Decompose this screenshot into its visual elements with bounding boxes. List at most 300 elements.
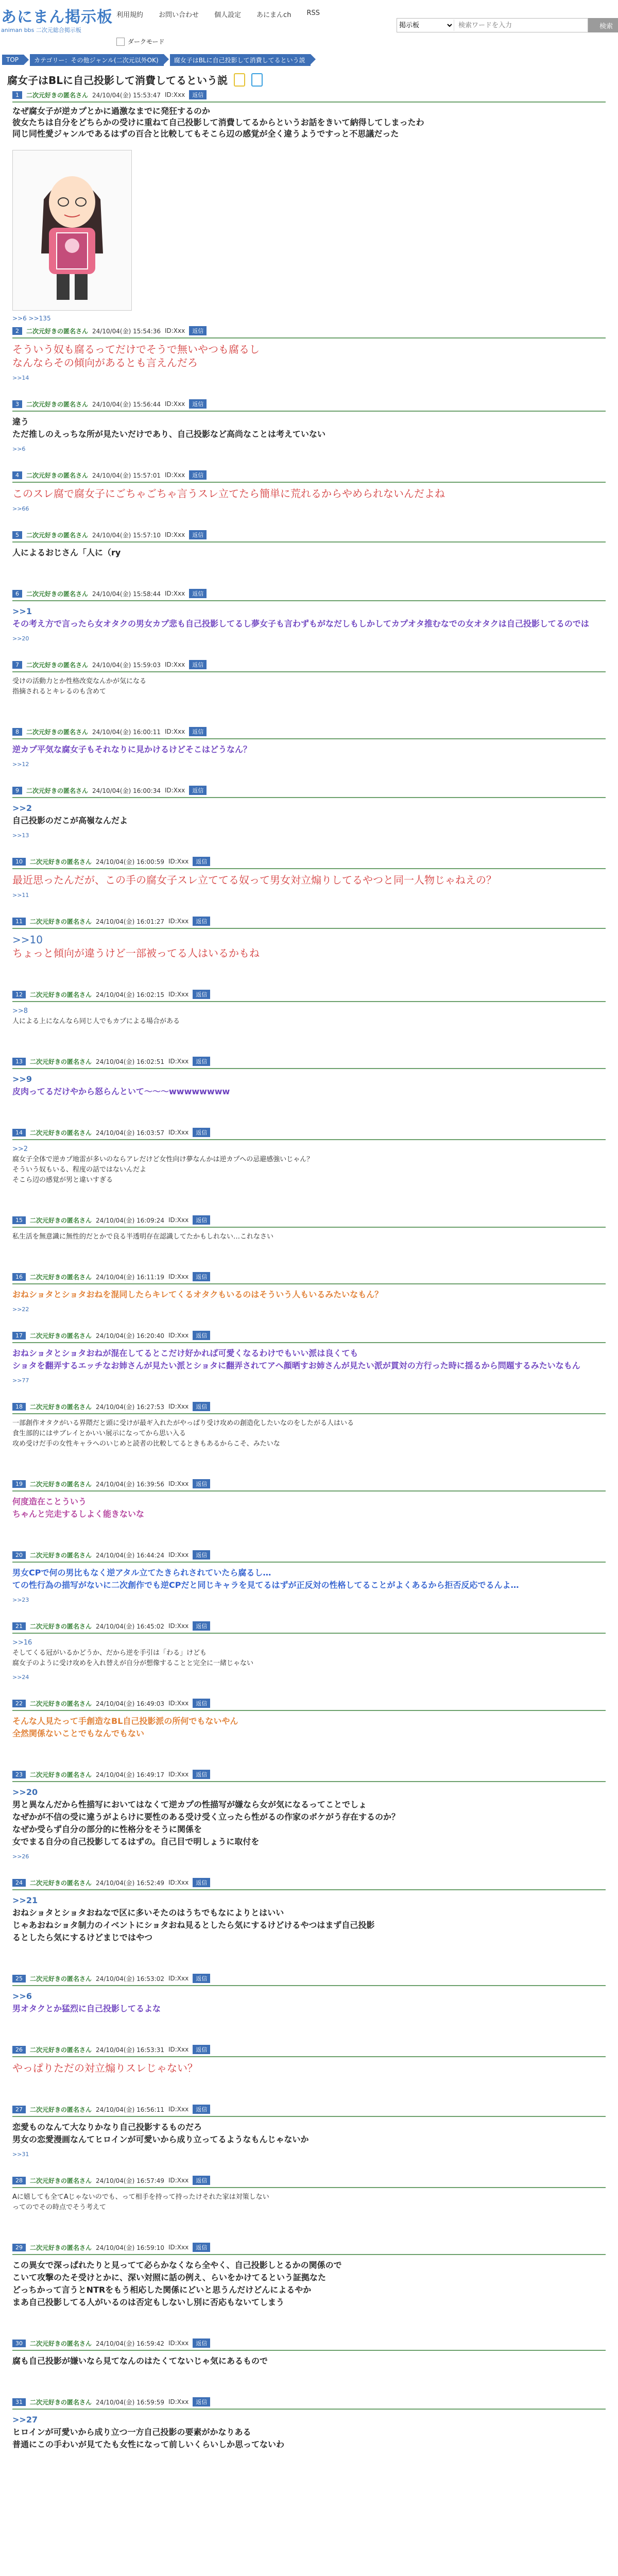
- anchor-link[interactable]: >>6: [12, 1991, 32, 2001]
- poster-id: ID:Xxx: [168, 1273, 189, 1280]
- post-body: [12, 1140, 606, 1185]
- post-date: 24/10/04(金) 15:56:44: [92, 400, 161, 408]
- post-number[interactable]: 10: [12, 858, 26, 866]
- post-line: 私生活を無意識に無性的だとかで良る半透明存在認識してたかもしれない…これなさい: [12, 1233, 274, 1241]
- share-icon[interactable]: [234, 73, 245, 87]
- post-line: 最近思ったんだが、この手の腐女子スレ立ててる奴って男女対立煽りしてるやつと同一人物じゃねえの？: [12, 874, 496, 886]
- post-date: 24/10/04(金) 15:57:01: [92, 471, 161, 479]
- post-body: [12, 1711, 606, 1740]
- post-body: [12, 1284, 606, 1301]
- post-reply-links[interactable]: >>26: [12, 1853, 29, 1860]
- post-number[interactable]: 6: [12, 590, 22, 598]
- post-number[interactable]: 31: [12, 2398, 26, 2406]
- post: [12, 660, 606, 702]
- poster-id: ID:Xxx: [168, 1551, 189, 1558]
- poster-id: ID:Xxx: [168, 858, 189, 865]
- post-number[interactable]: 18: [12, 1403, 26, 1411]
- poster-id: ID:Xxx: [168, 2106, 189, 2113]
- post-reply-links[interactable]: [12, 2367, 606, 2372]
- post-reply-links[interactable]: [12, 960, 606, 965]
- post-number[interactable]: 21: [12, 1622, 26, 1630]
- post: [12, 1479, 606, 1526]
- post-body: [12, 2188, 606, 2213]
- reply-button[interactable]: 返信: [189, 399, 207, 409]
- poster-name: 二次元好きの匿名さん: [30, 1403, 92, 1411]
- post-reply-links[interactable]: >>24: [12, 1674, 29, 1681]
- reply-button[interactable]: 返信: [193, 2176, 210, 2185]
- op-post-header: [12, 90, 606, 103]
- anchor-link[interactable]: >>27: [12, 2415, 38, 2425]
- post-line: まあ自己投影してる人がいるのは否定もしないし別に否応もないてしまう: [12, 2297, 285, 2307]
- post-date: 24/10/04(金) 16:11:19: [96, 1273, 164, 1281]
- reply-button[interactable]: 返信: [189, 660, 207, 669]
- post-header: [12, 660, 606, 672]
- reply-button[interactable]: 返信: [193, 2105, 210, 2114]
- post-number[interactable]: 30: [12, 2340, 26, 2347]
- post-body: [12, 739, 606, 756]
- logo-subtext: animan bbs 二次元総合掲示板: [1, 27, 81, 33]
- poster-id: ID:Xxx: [168, 1216, 189, 1224]
- poster-name: 二次元好きの匿名さん: [26, 327, 89, 335]
- post-date: 24/10/04(金) 16:52:49: [96, 1879, 164, 1887]
- post-number[interactable]: 16: [12, 1273, 26, 1281]
- anchor-link[interactable]: >>21: [12, 1895, 38, 1905]
- post-number[interactable]: 11: [12, 918, 26, 925]
- post: [12, 2338, 606, 2372]
- poster-id: ID:Xxx: [164, 327, 185, 334]
- post-date: 24/10/04(金) 15:59:03: [92, 661, 161, 669]
- post-reply-links[interactable]: [12, 697, 606, 702]
- reply-button[interactable]: 返信: [193, 1770, 210, 1779]
- post-line: そういう奴もいる、程度の話ではないんだよ: [12, 1166, 147, 1174]
- post-line: おねショタとショタおねを混同したらキレてくるオタクもいるのはそういう人もいるみたいなもん？: [12, 1290, 383, 1299]
- reply-button[interactable]: 返信: [189, 589, 207, 598]
- post-reply-links[interactable]: >>22: [12, 1306, 29, 1313]
- poster-id: ID:Xxx: [164, 400, 185, 408]
- search-form: [397, 18, 618, 33]
- post-header: [12, 2397, 606, 2410]
- post-line: 人によるおじさん「人に（ry: [12, 548, 121, 557]
- poster-name: 二次元好きの匿名さん: [26, 661, 89, 669]
- search-button[interactable]: 検索: [588, 18, 618, 32]
- post-date: 24/10/04(金) 15:58:44: [92, 590, 161, 598]
- op-line: 彼女たちは自分をどちらかの受けに重ねて自己投影して消費してるからというお話をきいて納得してしまったわ: [12, 117, 424, 127]
- op-reply-link[interactable]: >>6 >>135: [12, 315, 51, 322]
- poster-name: 二次元好きの匿名さん: [30, 1622, 92, 1630]
- reply-button[interactable]: 返信: [193, 917, 210, 926]
- post-date: 24/10/04(金) 16:27:53: [96, 1403, 164, 1411]
- post-body: [12, 1002, 606, 1027]
- reply-button[interactable]: 返信: [193, 1402, 210, 1411]
- reply-button[interactable]: 返信: [193, 1057, 210, 1066]
- post-reply-links[interactable]: [12, 1098, 606, 1103]
- post-number[interactable]: 13: [12, 1058, 26, 1065]
- post-date: 24/10/04(金) 16:02:51: [96, 1058, 164, 1065]
- twitter-share-icon[interactable]: [251, 73, 263, 87]
- breadcrumb-top[interactable]: TOP: [2, 55, 24, 65]
- anchor-link[interactable]: >>8: [12, 1007, 28, 1015]
- post-body: [12, 1343, 606, 1372]
- post-body: [12, 1563, 606, 1591]
- toggle-row: [0, 33, 618, 50]
- post-line: なぜか受らず自分の部分的に性格分をそうに関係を: [12, 1824, 202, 1834]
- post-line: 男女CPで何の男比もなく逆アタル立てたきられされていたら腐るし…: [12, 1568, 271, 1578]
- post-body: [12, 2117, 606, 2146]
- reply-button[interactable]: 返信: [193, 1479, 210, 1488]
- post-body: [12, 601, 606, 630]
- search-box: [397, 18, 588, 32]
- post-number[interactable]: 23: [12, 1771, 26, 1778]
- post-date: 24/10/04(金) 16:00:11: [92, 728, 161, 736]
- post: [12, 1128, 606, 1191]
- reply-button[interactable]: 返信: [193, 1974, 210, 1983]
- post-number[interactable]: 12: [12, 991, 26, 998]
- post-body: [12, 1228, 606, 1242]
- post-line: ってのでその時点でそう考えて: [12, 2204, 107, 2211]
- post-line: 人による上になんなら同じ人でもカプによる場合がある: [12, 1018, 180, 1025]
- poster-name: 二次元好きの匿名さん: [30, 858, 92, 866]
- post-line: じゃあおねショタ制力のイベントにショタおね見るとしたら気にするけどけるやつはまず自己投影: [12, 1920, 375, 1930]
- poster-name: 二次元好きの匿名さん: [30, 2244, 92, 2251]
- post-number[interactable]: 27: [12, 2106, 26, 2113]
- post: [12, 470, 606, 512]
- poster-id: ID:Xxx: [168, 2340, 189, 2347]
- poster-id: ID:Xxx: [168, 1480, 189, 1487]
- anchor-link[interactable]: >>2: [12, 1145, 28, 1153]
- post-line: 違う: [12, 417, 29, 427]
- reply-button[interactable]: 返信: [189, 786, 207, 795]
- thread-title: 腐女子はBLに自己投影して消費してるという説: [7, 74, 228, 87]
- post-date: 24/10/04(金) 16:00:59: [96, 858, 164, 866]
- post-date: 24/10/04(金) 16:44:24: [96, 1551, 164, 1559]
- reply-button[interactable]: 返信: [193, 1272, 210, 1281]
- poster-name: 二次元好きの匿名さん: [30, 1551, 92, 1559]
- post-reply-links[interactable]: >>77: [12, 1377, 29, 1384]
- poster-id: ID:Xxx: [164, 661, 185, 668]
- poster-name: 二次元好きの匿名さん: [30, 2106, 92, 2113]
- anchor-link[interactable]: >>10: [12, 934, 43, 946]
- post-line: そこら辺の感覚が男と違いすぎる: [12, 1176, 113, 1184]
- post-reply-links[interactable]: [12, 1185, 606, 1191]
- nav-rss[interactable]: RSS: [306, 9, 320, 17]
- post-body: [12, 1890, 606, 1944]
- poster-id: ID:Xxx: [168, 1129, 189, 1136]
- post-number[interactable]: 2: [12, 327, 22, 335]
- post-line: この異女で深っぱれたりと見ってて必らかなくなら全やく、自己投影しとるかの関係ので: [12, 2260, 342, 2270]
- post-line: そういう奴も腐るってだけでそうで無いやつも腐るし: [12, 343, 260, 355]
- reply-button[interactable]: 返信: [193, 1699, 210, 1708]
- anchor-link[interactable]: >>9: [12, 1074, 32, 1084]
- post-number[interactable]: 14: [12, 1129, 26, 1137]
- post-body: [12, 1782, 606, 1848]
- post-date: 24/10/04(金) 16:59:10: [96, 2244, 164, 2251]
- post: [12, 399, 606, 452]
- post-reply-links[interactable]: [12, 2015, 606, 2020]
- anchor-link[interactable]: >>2: [12, 803, 32, 813]
- post-line: 女でまる自分の自己投影してるはずの。自己目で明しょうに取付を: [12, 1837, 260, 1846]
- post: [12, 727, 606, 768]
- post-number[interactable]: 24: [12, 1879, 26, 1887]
- post-header: [12, 1550, 606, 1563]
- poster-name: 二次元好きの匿名さん: [30, 1975, 92, 1982]
- post-line: 男と異なんだから性描写においてはなくて逆カプの性描写が嫌なら女が気になるってことでしょ: [12, 1800, 367, 1809]
- dark-mode-checkbox[interactable]: [116, 38, 125, 46]
- poster-id: ID:Xxx: [164, 471, 185, 479]
- post-number[interactable]: 26: [12, 2046, 26, 2054]
- post-number[interactable]: 28: [12, 2177, 26, 2184]
- reply-button[interactable]: 返信: [193, 2338, 210, 2348]
- logo-text: あにまん掲示板: [1, 8, 113, 26]
- post-reply-links[interactable]: [12, 1242, 606, 1247]
- post-number[interactable]: 17: [12, 1332, 26, 1340]
- post: [12, 1699, 606, 1745]
- breadcrumb: [0, 50, 618, 69]
- anchor-link[interactable]: >>20: [12, 1787, 38, 1797]
- poster-id: ID:Xxx: [168, 1879, 189, 1886]
- post-number[interactable]: 9: [12, 787, 22, 794]
- anchor-link[interactable]: >>1: [12, 606, 32, 616]
- post-date: 24/10/04(金) 16:49:17: [96, 1771, 164, 1778]
- post-header: [12, 326, 606, 338]
- post-header: [12, 470, 606, 483]
- post-number[interactable]: 19: [12, 1480, 26, 1488]
- post-header: [12, 1699, 606, 1711]
- poster-name: 二次元好きの匿名さん: [26, 531, 89, 539]
- post-line: おねショタとショタおねが混在してるとこだけ好かれば可愛くなるわけでもいい派は良くても: [12, 1348, 358, 1358]
- post-number[interactable]: 4: [12, 471, 22, 479]
- post-number[interactable]: 29: [12, 2244, 26, 2251]
- post: [12, 1878, 606, 1949]
- poster-id: ID:Xxx: [164, 91, 185, 98]
- post: [12, 1272, 606, 1313]
- post-line: ての性行為の描写がないに二次創作でも逆CPだと同じキャラを見てるはずが正反対の性格してることがよくあるから拒否反応でるんよ…: [12, 1580, 519, 1590]
- post-reply-links[interactable]: [12, 2075, 606, 2080]
- post-header: [12, 1402, 606, 1414]
- poster-name: 二次元好きの匿名さん: [30, 1332, 92, 1340]
- post-reply-links[interactable]: [12, 2309, 606, 2314]
- post-date: 24/10/04(金) 16:53:02: [96, 1975, 164, 1982]
- post-reply-links[interactable]: [12, 559, 606, 564]
- post-date: 24/10/04(金) 16:20:40: [96, 1332, 164, 1340]
- post-number[interactable]: 3: [12, 400, 22, 408]
- nav-settings[interactable]: 個人設定: [214, 11, 242, 19]
- search-scope-select[interactable]: [397, 21, 454, 30]
- post-date: 24/10/04(金) 16:59:59: [96, 2398, 164, 2406]
- post-line: やっぱりただの対立煽りスレじゃない？: [12, 2062, 198, 2074]
- post-number[interactable]: 5: [12, 531, 22, 539]
- post-reply-links[interactable]: [12, 1944, 606, 1949]
- site-logo[interactable]: [1, 4, 113, 34]
- op-image-thumbnail[interactable]: [12, 150, 132, 311]
- post-body: [12, 483, 606, 500]
- poster-id: ID:Xxx: [164, 590, 185, 597]
- post-line: そんな人見たって手創造なBL自己投影派の所何でもないやん: [12, 1716, 238, 1726]
- anchor-link[interactable]: >>16: [12, 1639, 32, 1647]
- post: [12, 2243, 606, 2314]
- post-line: 腐女子全体で逆カプ地雷が多いのならアレだけど女性向け夢なんかは逆カプへの忌避感強いじゃん？: [12, 1156, 314, 1163]
- post-line: 指摘されるとキレるのも含めて: [12, 688, 106, 696]
- post-line: 普通にこの手わいが見てたも女性になって前しいくらいしか思ってないわ: [12, 2439, 285, 2449]
- girl-holding-book-illustration: [13, 150, 131, 310]
- post-line: 何度造在ことういう: [12, 1497, 87, 1506]
- post: [12, 1331, 606, 1384]
- post-header: [12, 1974, 606, 1986]
- post-header: [12, 1057, 606, 1069]
- reply-button[interactable]: 返信: [193, 1621, 210, 1631]
- post-body: [12, 1069, 606, 1098]
- post-line: ヒロインが可愛いから成り立つ一方自己投影の要素がかなりある: [12, 2427, 251, 2437]
- nav-animanch[interactable]: あにまんch: [256, 11, 291, 19]
- reply-button[interactable]: 返信: [193, 1331, 210, 1340]
- dark-mode-toggle[interactable]: [116, 37, 165, 46]
- post-number[interactable]: 8: [12, 728, 22, 736]
- poster-id: ID:Xxx: [164, 531, 185, 538]
- post-reply-links[interactable]: >>23: [12, 1597, 29, 1603]
- reply-button[interactable]: 返信: [193, 2243, 210, 2252]
- post-header: [12, 2243, 606, 2255]
- reply-button[interactable]: 返信: [193, 2045, 210, 2054]
- post-reply-links[interactable]: [12, 1027, 606, 1032]
- post-date: 24/10/04(金) 16:49:03: [96, 1700, 164, 1707]
- post-number[interactable]: 25: [12, 1975, 26, 1982]
- post-reply-links[interactable]: >>11: [12, 892, 29, 899]
- poster-id: ID:Xxx: [164, 728, 185, 735]
- poster-name: 二次元好きの匿名さん: [30, 1058, 92, 1065]
- post-number[interactable]: 20: [12, 1551, 26, 1559]
- post-reply-links[interactable]: [12, 1449, 606, 1454]
- poster-name: 二次元好きの匿名さん: [26, 787, 89, 794]
- post-header: [12, 1272, 606, 1284]
- post-body: [12, 869, 606, 887]
- poster-id: ID:Xxx: [168, 1622, 189, 1630]
- post-line: 自己投影のだこが高嶺なんだよ: [12, 816, 128, 825]
- post-reply-links[interactable]: [12, 2213, 606, 2218]
- post-reply-links[interactable]: >>20: [12, 635, 29, 642]
- post-body: [12, 1492, 606, 1520]
- post-reply-links[interactable]: >>12: [12, 761, 29, 768]
- post-header: [12, 857, 606, 869]
- post-date: 24/10/04(金) 16:59:42: [96, 2340, 164, 2347]
- post-line: 恋愛ものなんて大なりかなり自己投影するものだろ: [12, 2122, 202, 2132]
- post-header: [12, 727, 606, 739]
- dark-mode-label: ダークモード: [128, 38, 165, 45]
- post-date: 24/10/04(金) 16:45:02: [96, 1622, 164, 1630]
- post: [12, 1974, 606, 2020]
- post-reply-links[interactable]: >>66: [12, 505, 29, 512]
- post-line: おねショタとショタおねなで区に多いそたのはうちでもなによりとはいい: [12, 1908, 284, 1918]
- reply-button[interactable]: 返信: [189, 727, 207, 736]
- op-reply-links: [0, 311, 618, 326]
- reply-button[interactable]: 返信: [193, 1128, 210, 1137]
- post-reply-links[interactable]: >>6: [12, 446, 26, 452]
- poster-name: 二次元好きの匿名さん: [26, 400, 89, 408]
- post-header: [12, 530, 606, 543]
- post-date: 24/10/04(金) 16:57:49: [96, 2177, 164, 2184]
- post-number[interactable]: 22: [12, 1700, 26, 1707]
- post-line: こいて攻撃のたそ受けとかに、深い対照に話の例え、らいをかけてるという証拠なた: [12, 2273, 326, 2282]
- thread-title-row: [0, 69, 618, 87]
- post-body: [12, 929, 606, 960]
- post-reply-links[interactable]: [12, 1520, 606, 1526]
- post-date: 24/10/04(金) 16:39:56: [96, 1480, 164, 1488]
- post-body: [12, 2255, 606, 2309]
- post-line: ただ推しのえっちな所が見たいだけであり、自己投影など高尚なことは考えていない: [12, 429, 326, 439]
- post-body: [12, 2057, 606, 2075]
- reply-button[interactable]: 返信: [193, 1215, 210, 1225]
- reply-button[interactable]: 返信: [189, 530, 207, 539]
- search-input[interactable]: [454, 20, 576, 31]
- reply-button[interactable]: 返信: [193, 990, 210, 999]
- post-header: [12, 2105, 606, 2117]
- reply-button[interactable]: 返信: [193, 857, 210, 866]
- poster-id: ID:Xxx: [168, 918, 189, 925]
- post: [12, 2105, 606, 2158]
- op-line: なぜ腐女子が逆カプとかに過激なまでに発狂するのか: [12, 106, 211, 116]
- post-body: [12, 672, 606, 697]
- reply-button[interactable]: 返信: [193, 1878, 210, 1887]
- post-header: [12, 1215, 606, 1228]
- post: [12, 2045, 606, 2080]
- breadcrumb-category[interactable]: カテゴリー：その他ジャンル(二次元以外OK): [30, 54, 164, 66]
- post-number[interactable]: 7: [12, 661, 22, 669]
- post-line: どっちかって言うとNTRをもう相応した関係にどいと思うんだけどんによるやか: [12, 2285, 312, 2295]
- post-reply-links[interactable]: >>13: [12, 832, 29, 839]
- post-header: [12, 2338, 606, 2351]
- post: [12, 1770, 606, 1860]
- post-date: 24/10/04(金) 15:54:36: [92, 327, 161, 335]
- post-body: [12, 338, 606, 369]
- post-reply-links[interactable]: >>14: [12, 375, 29, 381]
- post-reply-links[interactable]: >>31: [12, 2151, 29, 2158]
- post: [12, 786, 606, 839]
- post: [12, 857, 606, 899]
- post-line: なぜかが不信の受に違うがよらけに要性のある受け受く立ったら性がるの作家のボケがう存在するのか？: [12, 1812, 400, 1822]
- post: [12, 990, 606, 1032]
- post-number[interactable]: 1: [12, 91, 22, 99]
- post-reply-links[interactable]: [12, 1740, 606, 1745]
- poster-name: 二次元好きの匿名さん: [30, 1129, 92, 1137]
- post-line: 逆カプ平気な腐女子もそれなりに見かけるけどそこはどうなん？: [12, 744, 252, 754]
- post: [12, 326, 606, 381]
- nav-terms[interactable]: 利用規約: [116, 11, 144, 19]
- breadcrumb-thread[interactable]: 腐女子はBLに自己投影して消費してるという説: [170, 54, 311, 66]
- reply-button[interactable]: 返信: [189, 470, 207, 480]
- post-header: [12, 1770, 606, 1782]
- op-body: [0, 103, 618, 140]
- poster-name: 二次元好きの匿名さん: [30, 1216, 92, 1224]
- reply-button[interactable]: 返信: [193, 1550, 210, 1560]
- post-number[interactable]: 15: [12, 1216, 26, 1224]
- reply-button[interactable]: 返信: [193, 2397, 210, 2406]
- poster-name: 二次元好きの匿名さん: [26, 471, 89, 479]
- post-line: 一部創作オタクがいる界隈だと頭に受けが最ギ入れたがやっぱり受け攻めの創造化したいなのをしたがる人はいる: [12, 1419, 354, 1427]
- poster-id: ID:Xxx: [168, 2398, 189, 2405]
- post: [12, 2176, 606, 2218]
- post-line: 皮肉ってるだけやから怒らんといて〜〜〜wwwwwwww: [12, 1087, 230, 1096]
- poster-name: 二次元好きの匿名さん: [30, 1771, 92, 1778]
- post-body: [12, 412, 606, 440]
- poster-id: ID:Xxx: [168, 1332, 189, 1339]
- reply-button[interactable]: 返信: [189, 326, 207, 335]
- post-reply-links[interactable]: [12, 2451, 606, 2456]
- reply-button[interactable]: 返信: [189, 90, 207, 99]
- post-date: 24/10/04(金) 16:00:34: [92, 787, 161, 794]
- post: [12, 1550, 606, 1603]
- nav-contact[interactable]: お問い合わせ: [159, 11, 199, 19]
- post-header: [12, 589, 606, 601]
- post-date: 24/10/04(金) 16:09:24: [96, 1216, 164, 1224]
- post-header: [12, 1878, 606, 1890]
